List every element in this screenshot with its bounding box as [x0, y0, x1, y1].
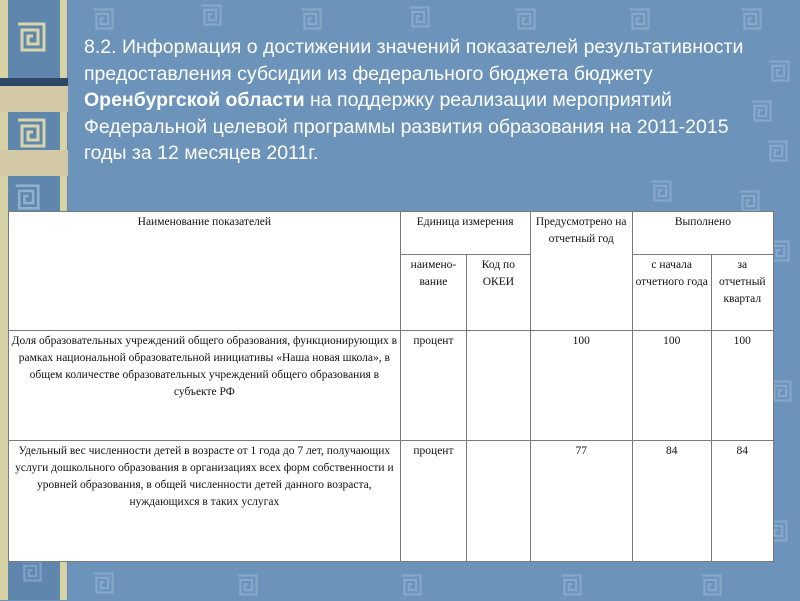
table-header-row — [9, 212, 774, 255]
greek-key-icon — [16, 22, 46, 52]
header-planned: Предусмотрено на отчетный год — [530, 212, 632, 331]
greek-key-icon — [514, 8, 536, 30]
greek-key-icon — [768, 60, 790, 82]
header-done: Выполнено — [632, 212, 773, 255]
indicator-code — [467, 440, 530, 561]
greek-key-icon — [650, 180, 672, 202]
greek-key-icon — [300, 8, 322, 30]
indicator-done-quarter: 100 — [711, 331, 773, 440]
indicator-unit: процент — [400, 440, 466, 561]
decor-band-tan — [0, 86, 68, 112]
greek-key-icon — [92, 572, 114, 594]
greek-key-icon — [560, 574, 582, 596]
title-text-end: на поддержку реализации мероприятий Федеральной целевой программы развития образования на 2011-2015 годы за 12 месяцев 2011г. — [84, 89, 729, 164]
table-row — [9, 331, 774, 440]
greek-key-icon — [628, 8, 650, 30]
title-region: Оренбургской области — [84, 89, 305, 111]
indicator-name: Доля образовательных учреждений общего образования, функционирующих в рамках национальной образовательной инициативы «Наша новая школа», в общем количестве образовательных учреждений общего образования в субъекте РФ — [9, 331, 401, 440]
indicator-planned: 77 — [530, 440, 632, 561]
greek-key-icon — [20, 560, 42, 582]
indicator-done-start: 84 — [632, 440, 711, 561]
greek-key-icon — [16, 118, 46, 148]
decor-band-dark — [0, 78, 68, 86]
greek-key-icon — [766, 140, 788, 162]
greek-key-icon — [400, 574, 422, 596]
greek-key-icon — [408, 6, 430, 28]
greek-key-icon — [738, 190, 760, 212]
indicator-code — [467, 331, 530, 440]
greek-key-icon — [14, 184, 40, 210]
header-unit-code: Код по ОКЕИ — [467, 255, 530, 331]
greek-key-icon — [700, 574, 722, 596]
header-unit: Единица измерения — [400, 212, 530, 255]
slide-title — [84, 34, 754, 167]
indicators-table — [8, 211, 774, 562]
greek-key-icon — [92, 8, 114, 30]
header-unit-name: наимено-вание — [400, 255, 466, 331]
header-done-start: с начала отчетного года — [632, 255, 711, 331]
indicator-done-quarter: 84 — [711, 440, 773, 561]
greek-key-icon — [200, 4, 222, 26]
header-name: Наименование показателей — [9, 212, 401, 331]
greek-key-icon — [236, 574, 258, 596]
greek-key-icon — [740, 8, 762, 30]
indicator-name: Удельный вес численности детей в возрасте от 1 года до 7 лет, получающих услуги дошкольного образования в организациях всех форм собственности и уровней образования, в общей численности детей данного возраста, нуждающихся в таких услугах — [9, 440, 401, 561]
indicator-planned: 100 — [530, 331, 632, 440]
indicator-unit: процент — [400, 331, 466, 440]
decor-band-tan — [0, 150, 68, 176]
indicator-done-start: 100 — [632, 331, 711, 440]
table-row — [9, 440, 774, 561]
title-text-start: 8.2. Информация о достижении значений показателей результативности предоставления субсидии из федерального бюджета бюджету — [84, 36, 744, 85]
header-done-quarter: за отчетный квартал — [711, 255, 773, 331]
